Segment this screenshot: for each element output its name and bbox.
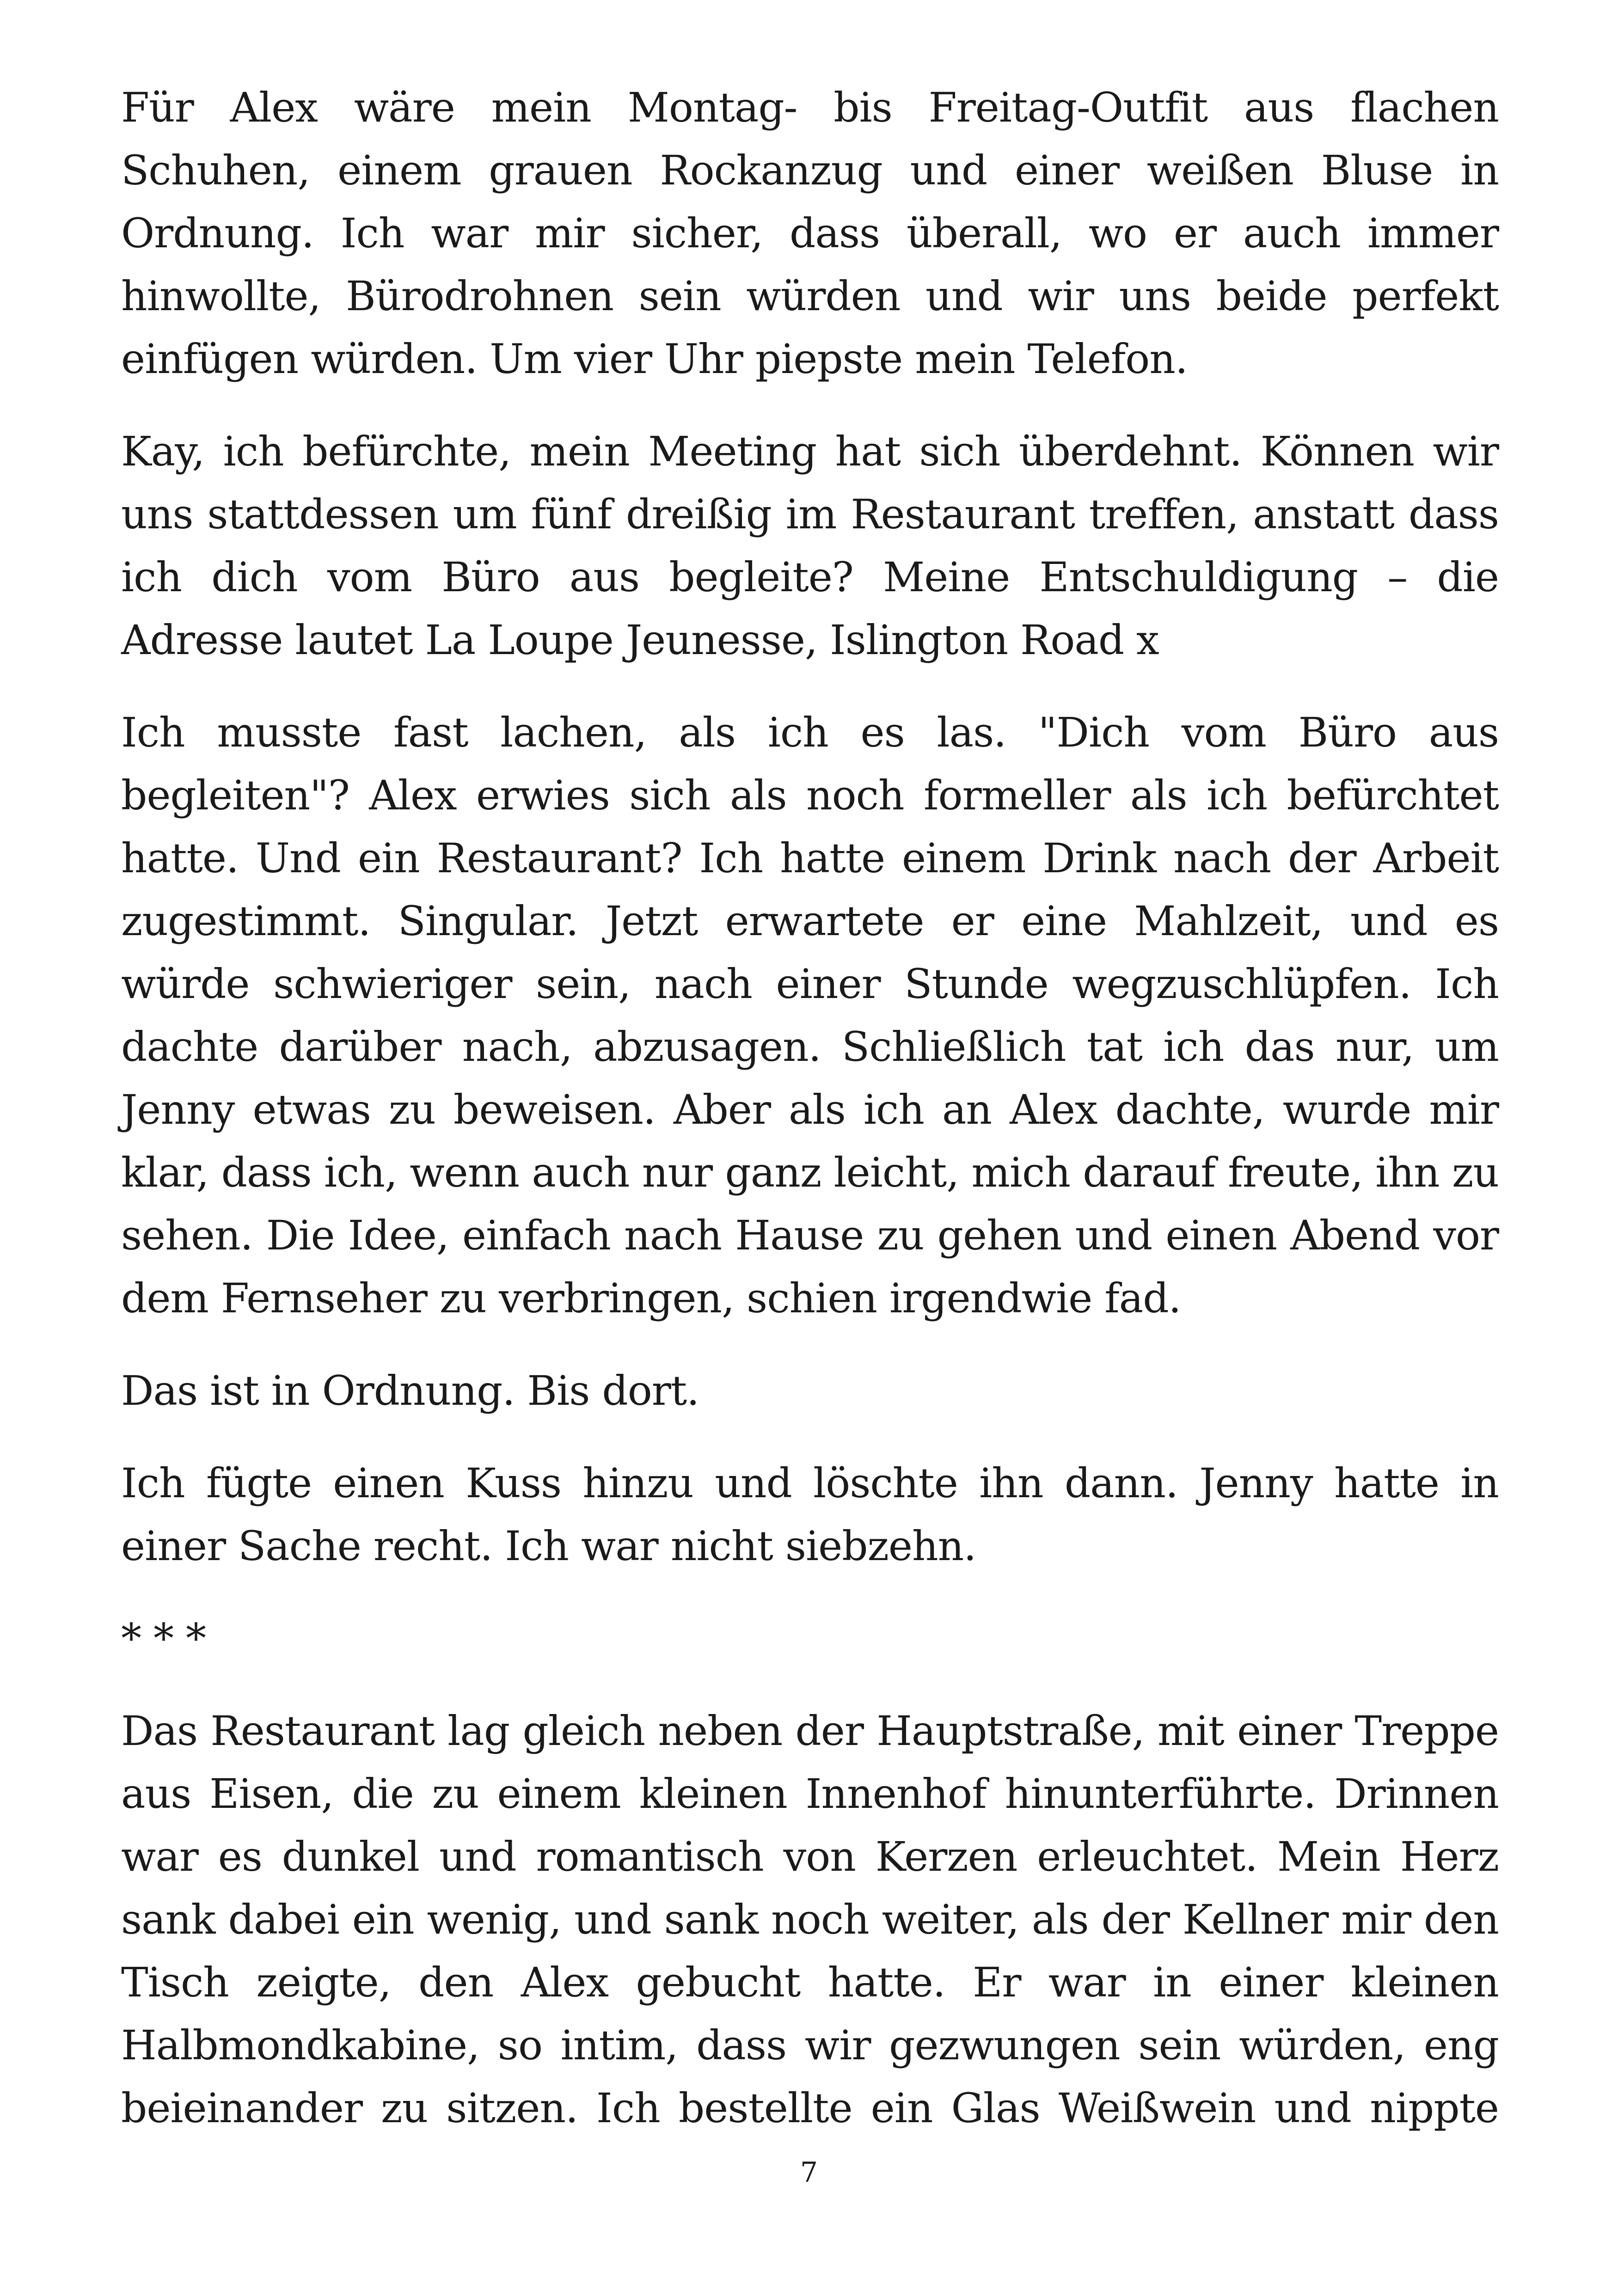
scene-break: * * * [121, 1615, 206, 1662]
text-message: Kay, ich befürchte, mein Meeting hat sich überdehnt. Können wir uns stattdessen um fünf dreißig im Restaurant treffen, anstatt dass ich dich vom Büro aus begleite? Meine Entschuldigung – die Adresse lautet La Loupe Jeunesse, Islington Road x [121, 428, 1499, 664]
paragraph: Ich fügte einen Kuss hinzu und löschte ihn dann. Jenny hatte in einer Sache recht. Ich war nicht siebzehn. [121, 1459, 1499, 1570]
page-number: 7 [800, 2156, 818, 2189]
paragraph: Für Alex wäre mein Montag- bis Freitag-Outfit aus flachen Schuhen, einem grauen Rockanzug und einer weißen Bluse in Ordnung. Ich war mir sicher, dass überall, wo er auch immer hinwollte, Bürodrohnen sein würden und wir uns beide perfekt einfügen würden. Um vier Uhr piepste mein Telefon. [121, 84, 1499, 383]
body-text [121, 76, 1499, 2140]
reply-message: Das ist in Ordnung. Bis dort. [121, 1367, 699, 1414]
paragraph: Das Restaurant lag gleich neben der Hauptstraße, mit einer Treppe aus Eisen, die zu einem kleinen Innenhof hinunterführte. Drinnen war es dunkel und romantisch von Kerzen erleuchtet. Mein Herz sank dabei ein wenig, und sank noch weiter, als der Kellner mir den Tisch zeigte, den Alex gebucht hatte. Er war in einer kleinen Halbmondkabine, so intim, dass wir gezwungen sein würden, eng beieinander zu sitzen. Ich bestellte ein Glas Weißwein und nippte [121, 1707, 1499, 2132]
paragraph: Ich musste fast lachen, als ich es las. "Dich vom Büro aus begleiten"? Alex erwies sich als noch formeller als ich befürchtet hatte. Und ein Restaurant? Ich hatte einem Drink nach der Arbeit zugestimmt. Singular. Jetzt erwartete er eine Mahlzeit, und es würde schwieriger sein, nach einer Stunde wegzuschlüpfen. Ich dachte darüber nach, abzusagen. Schließlich tat ich das nur, um Jenny etwas zu beweisen. Aber als ich an Alex dachte, wurde mir klar, dass ich, wenn auch nur ganz leicht, mich darauf freute, ihn zu sehen. Die Idee, einfach nach Hause zu gehen und einen Abend vor dem Fernseher zu verbringen, schien irgendwie fad. [121, 709, 1499, 1322]
